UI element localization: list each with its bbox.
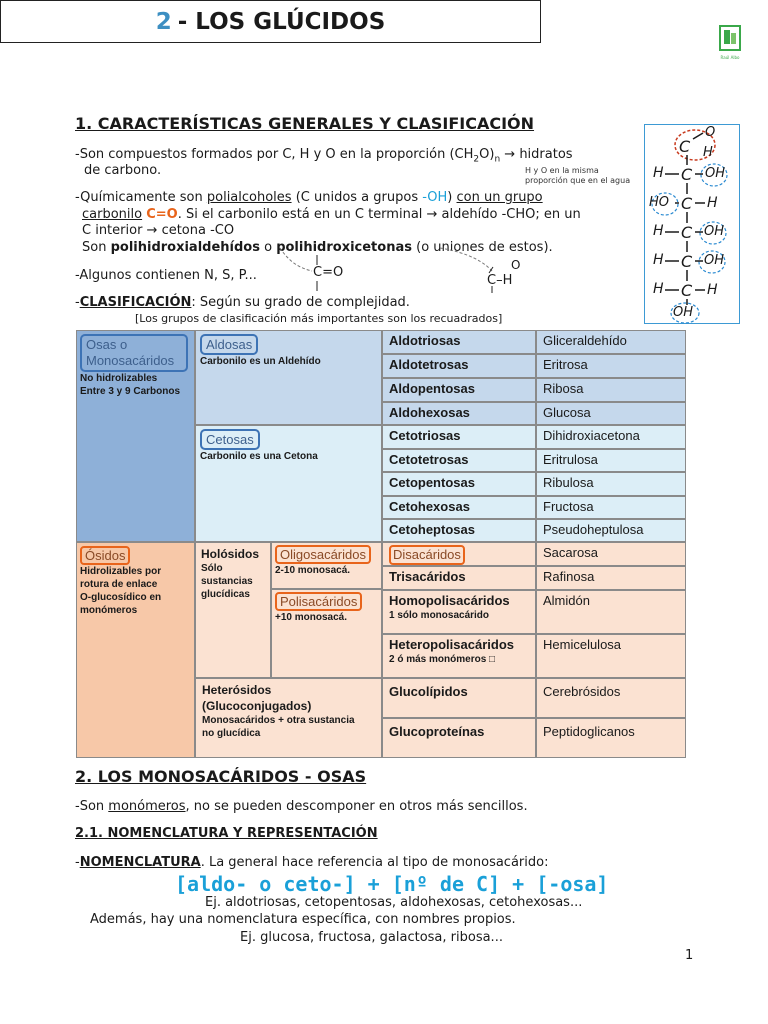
- mol-r1-right: H: [707, 195, 718, 211]
- example-1: Ej. aldotriosas, cetopentosas, aldohexosas, cetohexosas...: [205, 895, 583, 910]
- para-monomeros: -Son monómeros, no se pueden descomponer en otros más sencillos.: [75, 799, 528, 814]
- cell-holosidos: Holósidos Sólo sustancias glucídicas: [195, 542, 271, 678]
- osas-sub1: No hidrolizables: [80, 373, 158, 384]
- para-polyhydroxy: Son polihidroxialdehídos o polihidroxicetonas (o uniones de estos).: [82, 240, 553, 255]
- example-2: Ej. glucosa, fructosa, galactosa, ribosa...: [240, 930, 503, 945]
- cetosas-title: Cetosas: [200, 429, 260, 450]
- mol-r1-c: C: [681, 194, 693, 213]
- example-cetohexosas: Fructosa: [536, 496, 686, 519]
- mol-top-c: C: [679, 137, 691, 156]
- title-text: - LOS GLÚCIDOS: [177, 8, 386, 35]
- example-glucoproteinas: Peptidoglicanos: [536, 718, 686, 758]
- example-aldohexosas: Glucosa: [536, 402, 686, 425]
- osidos-title: Ósidos: [80, 546, 130, 565]
- mol-top-o: O: [705, 125, 716, 140]
- mol-r3-left: H: [653, 252, 664, 268]
- carbonyl-sketches: [270, 243, 520, 303]
- nomenclature-formula: [aldo- o ceto-] + [nº de C] + [-osa]: [175, 872, 609, 896]
- type-cetohexosas: Cetohexosas: [382, 496, 536, 519]
- mol-r0-c: C: [681, 165, 693, 184]
- example-disacaridos: Sacarosa: [536, 542, 686, 566]
- type-trisacaridos: Trisacáridos: [382, 566, 536, 590]
- type-disacaridos: Disacáridos: [382, 542, 536, 566]
- logo-icon: [719, 25, 741, 51]
- example-heteropolisacaridos: Hemicelulosa: [536, 634, 686, 678]
- mol-r0-right: OH: [705, 166, 726, 181]
- glucose-structure: [644, 124, 740, 324]
- example-cetopentosas: Ribulosa: [536, 472, 686, 496]
- cell-osas: [76, 330, 195, 542]
- mol-bottom: OH: [673, 305, 694, 320]
- type-cetopentosas: Cetopentosas: [382, 472, 536, 496]
- classification-line: -CLASIFICACIÓN: Según su grado de complejidad.: [75, 295, 410, 310]
- osas-sub2: Entre 3 y 9 Carbonos: [80, 386, 181, 397]
- type-homopolisacaridos: Homopolisacáridos 1 sólo monosacárido: [382, 590, 536, 634]
- type-glucoproteinas: Glucoproteínas: [382, 718, 536, 758]
- poli-title: Polisacáridos: [275, 592, 362, 611]
- ketone-formula: C=O: [313, 265, 344, 280]
- type-aldotriosas: Aldotriosas: [382, 330, 536, 354]
- example-homopolisacaridos: Almidón: [536, 590, 686, 634]
- logo: [719, 25, 741, 60]
- aldehyde-formula: C–H: [487, 273, 513, 288]
- example-cetoheptosas: Pseudoheptulosa: [536, 519, 686, 542]
- cell-heterosidos: Heterósidos (Glucoconjugados) Monosacáridos + otra sustancia no glucídica: [195, 678, 382, 758]
- mol-r2-left: H: [653, 223, 664, 239]
- page-number: 1: [685, 948, 694, 963]
- example-cetotetrosas: Eritrulosa: [536, 449, 686, 472]
- mol-r0-left: H: [653, 165, 664, 181]
- cetosas-sub: Carbonilo es una Cetona: [200, 451, 318, 462]
- classification-note: [Los grupos de clasificación más importantes son los recuadrados]: [135, 312, 503, 325]
- example-aldotetrosas: Eritrosa: [536, 354, 686, 378]
- logo-text: Raúl Albo: [720, 55, 740, 60]
- example-cetotriosas: Dihidroxiacetona: [536, 425, 686, 449]
- page-title: [0, 0, 541, 43]
- example-aldopentosas: Ribosa: [536, 378, 686, 402]
- para-cetona: C interior → cetona -CO: [82, 223, 235, 238]
- para-elements: -Algunos contienen N, S, P...: [75, 268, 257, 283]
- subsection-heading: 2.1. NOMENCLATURA Y REPRESENTACIÓN: [75, 826, 378, 841]
- mol-top-h: H: [703, 145, 713, 160]
- type-aldopentosas: Aldopentosas: [382, 378, 536, 402]
- mol-r4-right: H: [707, 282, 718, 298]
- type-heteropolisacaridos: Heteropolisacáridos 2 ó más monómeros □: [382, 634, 536, 678]
- para-nomenclatura: -NOMENCLATURA. La general hace referencia al tipo de monosacárido:: [75, 855, 549, 870]
- cell-aldosas: [195, 330, 382, 425]
- mol-r4-c: C: [681, 281, 693, 300]
- type-aldohexosas: Aldohexosas: [382, 402, 536, 425]
- mol-r2-right: OH: [704, 224, 725, 239]
- cell-polisacaridos: Polisacáridos +10 monosacá.: [271, 589, 382, 678]
- mol-r1-left: HO: [649, 195, 670, 210]
- mol-r3-right: OH: [704, 253, 725, 268]
- cell-osidos: Ósidos Hidrolizables por rotura de enlace O-glucosídico en monómeros: [76, 542, 195, 758]
- title-number: 2: [155, 8, 172, 35]
- oligo-title: Oligosacáridos: [275, 545, 371, 564]
- cell-oligosacaridos: Oligosacáridos 2-10 monosacá.: [271, 542, 382, 589]
- osas-title: Osas o Monosacáridos: [80, 334, 188, 372]
- example-trisacaridos: Rafinosa: [536, 566, 686, 590]
- mol-r4-left: H: [653, 281, 664, 297]
- aldosas-sub: Carbonilo es un Aldehído: [200, 356, 321, 367]
- section2-heading: 2. LOS MONOSACÁRIDOS - OSAS: [75, 767, 367, 786]
- water-note: H y O en la misma proporción que en el agua: [525, 166, 631, 185]
- aldehyde-o: O: [511, 258, 521, 272]
- holosidos-title: Holósidos: [201, 547, 260, 561]
- section1-heading: 1. CARACTERÍSTICAS GENERALES Y CLASIFICACIÓN: [75, 114, 535, 133]
- mol-r2-c: C: [681, 223, 693, 242]
- type-cetoheptosas: Cetoheptosas: [382, 519, 536, 542]
- type-cetotriosas: Cetotriosas: [382, 425, 536, 449]
- mol-r3-c: C: [681, 252, 693, 271]
- example-aldotriosas: Gliceraldehído: [536, 330, 686, 354]
- type-aldotetrosas: Aldotetrosas: [382, 354, 536, 378]
- type-glucolipidos: Glucolípidos: [382, 678, 536, 718]
- para-carbonilo: carbonilo C=O. Si el carbonilo está en un C terminal → aldehído -CHO; en un: [82, 207, 581, 222]
- type-cetotetrosas: Cetotetrosas: [382, 449, 536, 472]
- cell-cetosas: [195, 425, 382, 542]
- para-composition: -Son compuestos formados por C, H y O en la proporción $(CH_2O)_n$ → hidratos: [75, 147, 573, 165]
- para-chemistry: -Químicamente son polialcoholes (C unidos a grupos -OH) con un grupo: [75, 190, 543, 205]
- para-composition-2: de carbono.: [84, 163, 162, 178]
- example-glucolipidos: Cerebrósidos: [536, 678, 686, 718]
- para-ademas: Además, hay una nomenclatura específica, con nombres propios.: [90, 912, 516, 927]
- classification-table: [76, 330, 686, 758]
- aldosas-title: Aldosas: [200, 334, 258, 355]
